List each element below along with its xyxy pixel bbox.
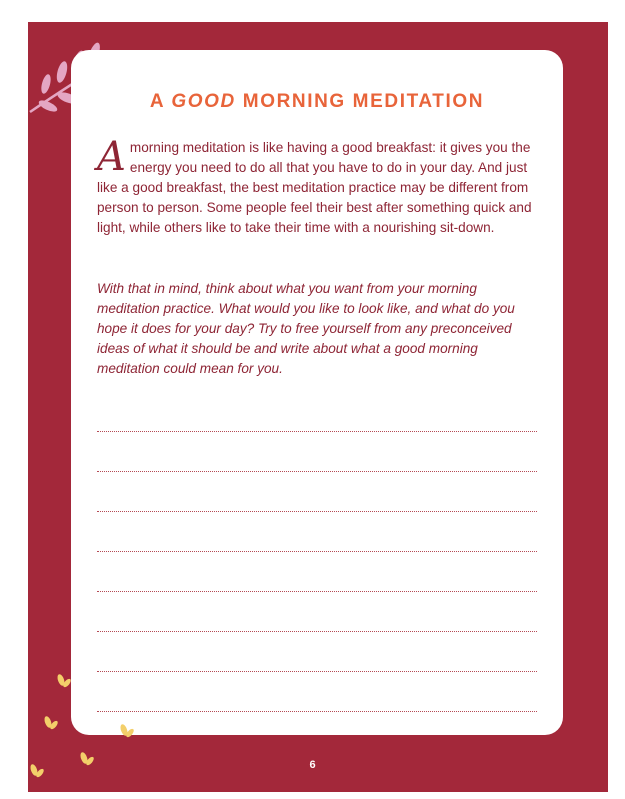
writing-line[interactable] bbox=[97, 671, 537, 672]
writing-line[interactable] bbox=[97, 431, 537, 432]
journal-prompt: With that in mind, think about what you want from your morning meditation practice. What would you like to look like, and what do you hope it does for your day? Try to free yourself from any preconceived ideas of what it should be and write about what a good morning meditation could mean for you. bbox=[97, 281, 515, 376]
intro-paragraph bbox=[97, 134, 539, 238]
writing-line[interactable] bbox=[97, 471, 537, 472]
page-number: 6 bbox=[309, 759, 316, 771]
yellow-sprig-icon bbox=[118, 722, 136, 740]
writing-line[interactable] bbox=[97, 591, 537, 592]
writing-line[interactable] bbox=[97, 511, 537, 512]
writing-line[interactable] bbox=[97, 551, 537, 552]
drop-cap: A bbox=[97, 134, 126, 180]
writing-line[interactable] bbox=[97, 711, 537, 712]
yellow-sprig-icon bbox=[42, 714, 60, 732]
intro-text: morning meditation is like having a good breakfast: it gives you the energy you need to do all that you have to do in your day. And just like a good breakfast, the best meditation practice may be different from person to person. Some people feel their best after something quick and light, while others like to take their time with a nourishing sit-down. bbox=[97, 140, 532, 235]
yellow-sprig-icon bbox=[55, 672, 73, 690]
page-title: A GOOD MORNING MEDITATION bbox=[149, 91, 485, 112]
writing-line[interactable] bbox=[97, 631, 537, 632]
